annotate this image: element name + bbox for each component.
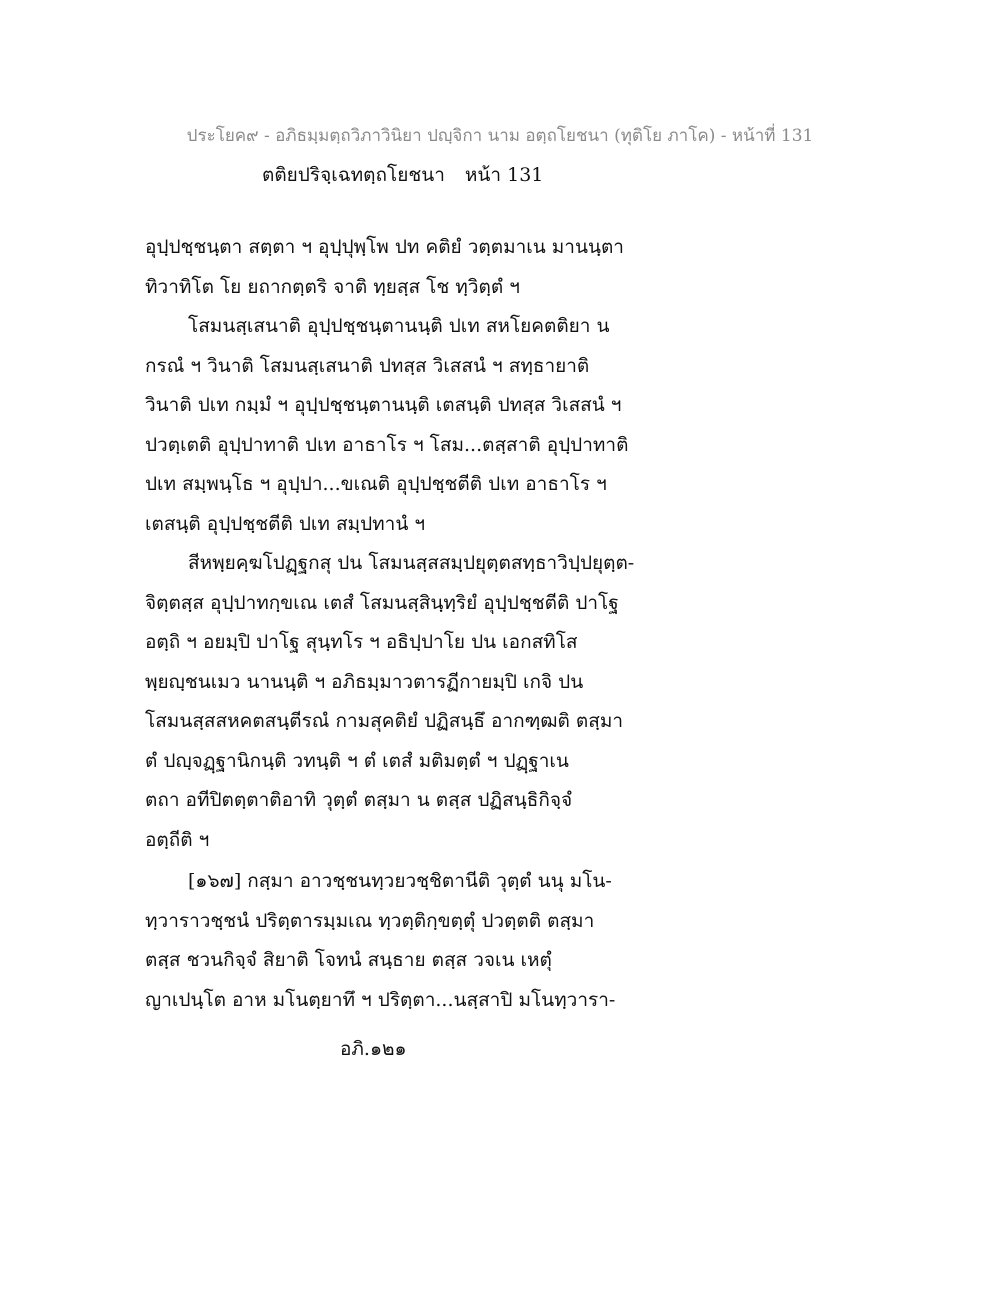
body-text [145, 228, 685, 1020]
text-line: กรณํ ฯ วินาติ โสมนสฺเสนาติ ปทสฺส วิเสสนํ ฯ สทฺธายาติ [145, 354, 590, 377]
page-reference: อภิ.๑๒๑ [340, 1038, 407, 1060]
text-line: [๑๖๗] กสฺมา อาวชฺชนทฺวยวชฺชิตานีติ วุตฺตํ นนุ มโน- [188, 870, 612, 892]
text-line: อุปฺปชฺชนฺตา สตฺตา ฯ อุปฺปุพฺโพ ปท คติยํ วตฺตมาเน มานนฺตา [145, 236, 624, 258]
section-title [262, 160, 543, 190]
section-title-text: ตติยปริจฺเฉทตฺถโยชนา [262, 164, 445, 186]
text-line: โสมนสฺสสหคตสนฺตีรณํ กามสุคติยํ ปฏิสนฺธึ อากฑฺฒติ ตสฺมา [145, 710, 624, 732]
text-line: จิตฺตสฺส อุปฺปาทกฺขเณ เตสํ โสมนสฺสินฺทฺริยํ อุปฺปชฺชตีติ ปาโฐ [145, 591, 619, 614]
text-line: ญาเปนฺโต อาห มโนตฺยาทึ ฯ ปริตฺตา...นสฺสาปิ มโนทฺวารา- [145, 988, 616, 1011]
text-line: เตสนฺติ อุปฺปชฺชตีติ ปเท สมฺปทานํ ฯ [145, 512, 426, 535]
running-header: ประโยค๙ - อภิธมฺมตฺถวิภาวินิยา ปญฺจิกา นาม อตฺถโยชนา (ทุติโย ภาโค) - หน้าที่ 131 [186, 126, 814, 146]
text-line: ตํ ปญฺจฏฺฐานิกนฺติ วทนฺติ ฯ ตํ เตสํ มติมตฺตํ ฯ ปฏฺฐาเน [145, 749, 569, 772]
text-line: ปเท สมฺพนฺโธ ฯ อุปฺปา...ขเณติ อุปฺปชฺชตีติ ปเท อาธาโร ฯ [145, 473, 607, 495]
text-line: ทิวาทิโต โย ยถากตฺตริ จาติ ทฺยสฺส โช ทฺวิตฺตํ ฯ [145, 275, 520, 298]
text-line: ทฺวาราวชฺชนํ ปริตฺตารมฺมเณ ทฺวตฺติกฺขตฺตุํ ปวตฺตติ ตสฺมา [145, 909, 595, 932]
text-line: วินาติ ปเท กมฺมํ ฯ อุปฺปชฺชนฺตานนฺติ เตสนฺติ ปทสฺส วิเสสนํ ฯ [145, 394, 622, 416]
text-line: โสมนสฺเสนาติ อุปฺปชฺชนฺตานนฺติ ปเท สหโยคตติยา น [188, 315, 610, 337]
text-line: อตฺถีติ ฯ [145, 828, 210, 851]
text-line: อตฺถิ ฯ อยมฺปิ ปาโฐ สุนฺทโร ฯ อธิปฺปาโย ปน เอกสทิโส [145, 631, 578, 653]
text-line: พฺยญฺชนเมว นานนฺติ ฯ อภิธมฺมาวตารฏีกายมฺปิ เกจิ ปน [145, 670, 584, 693]
text-line: สีหพฺยคฺฆโปฏฺฐกสุ ปน โสมนสฺสสมฺปยุตฺตสทฺธาวิปฺปยุตฺต- [188, 552, 635, 574]
text-line: ปวตฺเตติ อุปฺปาทาติ ปเท อาธาโร ฯ โสม...ตสฺสาติ อุปฺปาทาติ [145, 433, 629, 456]
text-line: ตสฺส ชวนกิจฺจํ สิยาติ โจทนํ สนฺธาย ตสฺส วจเน เหตุํ [145, 949, 552, 971]
text-line: ตถา อทีปิตตฺตาติอาทิ วุตฺตํ ตสฺมา น ตสฺส ปฏิสนฺธิกิจฺจํ [145, 789, 573, 811]
page-label: หน้า 131 [464, 164, 544, 186]
